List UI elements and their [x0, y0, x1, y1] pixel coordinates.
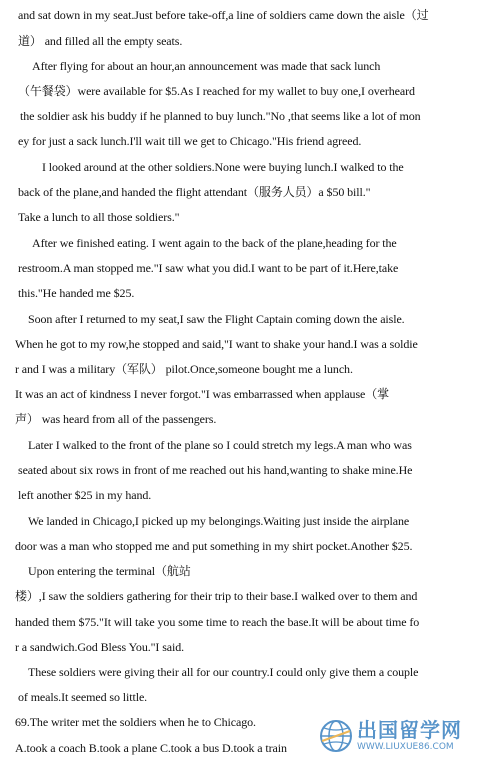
text-line-18: Later I walked to the front of the plane so I could stretch my legs.A man who was — [28, 438, 412, 452]
text-line-11: restroom.A man stopped me."I saw what you did.I want to be part of it.Here,take — [18, 261, 399, 275]
watermark-text — [357, 720, 462, 752]
text-line-3: After flying for about an hour,an announcement was made that sack lunch — [32, 59, 381, 73]
text-line-9: Take a lunch to all those soldiers." — [18, 210, 180, 224]
text-line-12: this."He handed me $25. — [18, 286, 135, 300]
text-line-4: （午餐袋）were available for $5.As I reached for my wallet to buy one,I overheard — [18, 84, 415, 98]
text-line-19: seated about six rows in front of me reached out his hand,wanting to shake mine.He — [18, 463, 413, 477]
text-line-23: Upon entering the terminal（航站 — [28, 564, 191, 578]
watermark-url: WWW.LIUXUE86.COM — [357, 742, 454, 752]
text-line-7: I looked around at the other soldiers.None were buying lunch.I walked to the — [42, 160, 404, 174]
text-line-10: After we finished eating. I went again to the back of the plane,heading for the — [32, 236, 397, 250]
text-line-22: door was a man who stopped me and put something in my shirt pocket.Another $25. — [15, 539, 413, 553]
watermark-title: 出国留学网 — [357, 718, 462, 742]
text-line-25: handed them $75."It will take you some time to reach the base.It will be about time fo — [15, 615, 420, 629]
text-line-17: 声） was heard from all of the passengers. — [15, 412, 217, 426]
text-line-14: When he got to my row,he stopped and said,"I want to shake your hand.I was a soldie — [15, 337, 418, 351]
text-line-28: of meals.It seemed so little. — [18, 690, 148, 704]
site-watermark — [319, 717, 479, 755]
text-line-15: r and I was a military（军队） pilot.Once,someone bought me a lunch. — [15, 362, 353, 376]
question-69-options: A.took a coach B.took a plane C.took a bus D.took a train — [15, 741, 287, 755]
text-line-8: back of the plane,and handed the flight attendant（服务人员）a $50 bill." — [18, 185, 371, 199]
text-line-26: r a sandwich.God Bless You."I said. — [15, 640, 185, 654]
text-line-16: It was an act of kindness I never forgot."I was embarrassed when applause（掌 — [15, 387, 390, 401]
text-line-13: Soon after I returned to my seat,I saw the Flight Captain coming down the aisle. — [28, 312, 405, 326]
text-line-1: and sat down in my seat.Just before take-off,a line of soldiers came down the aisle（过 — [18, 8, 429, 22]
text-line-20: left another $25 in my hand. — [18, 488, 152, 502]
text-line-21: We landed in Chicago,I picked up my belongings.Waiting just inside the airplane — [28, 514, 410, 528]
text-line-24: 楼）,I saw the soldiers gathering for their trip to their base.I walked over to them and — [15, 589, 418, 603]
globe-logo-icon — [319, 719, 353, 753]
text-line-5: the soldier ask his buddy if he planned to buy lunch."No ,that seems like a lot of mon — [20, 109, 421, 123]
text-line-27: These soldiers were giving their all for our country.I could only give them a couple — [28, 665, 419, 679]
text-line-6: ey for just a sack lunch.I'll wait till we get to Chicago."His friend agreed. — [18, 134, 362, 148]
text-line-2: 道） and filled all the empty seats. — [18, 34, 183, 48]
question-69: 69.The writer met the soldiers when he to Chicago. — [15, 715, 256, 729]
